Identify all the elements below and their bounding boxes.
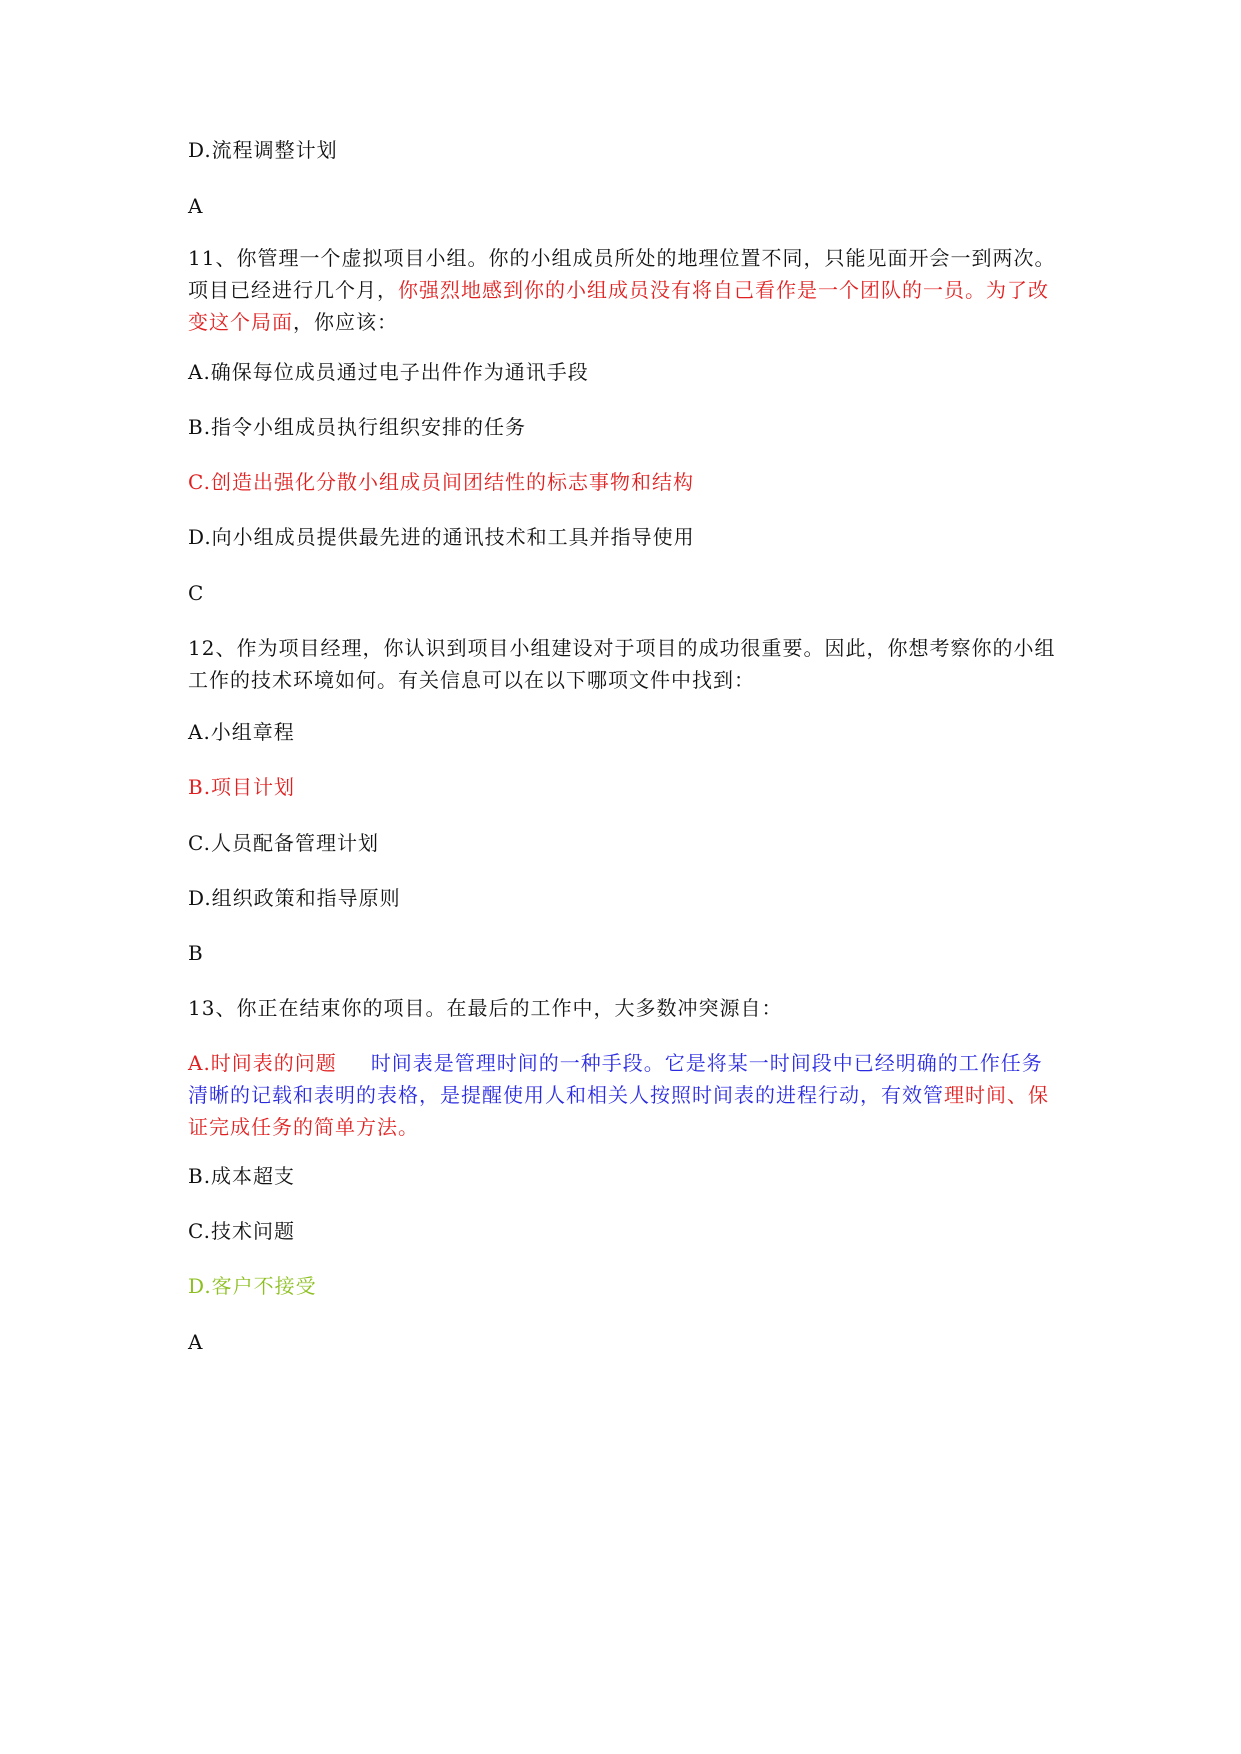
q11-option-b: B.指令小组成员执行组织安排的任务 <box>188 415 527 439</box>
q13-option-a-explanation-end: 理时间、保证完成任务的简单方法。 <box>188 1083 1049 1139</box>
q10-answer: A <box>188 194 204 218</box>
q13-option-a-label: A.时间表的问题 <box>188 1051 337 1075</box>
q12-stem: 12、作为项目经理，你认识到项目小组建设对于项目的成功很重要。因此，你想考察你的小组工作的技术环境如何。有关信息可以在以下哪项文件中找到： <box>188 636 1056 692</box>
q11-option-a: A.确保每位成员通过电子出件作为通讯手段 <box>188 360 589 384</box>
q12-option-c: C.人员配备管理计划 <box>188 831 379 855</box>
q12-option-d: D.组织政策和指导原则 <box>188 886 401 910</box>
q11-stem <box>188 242 1058 338</box>
q11-answer: C <box>188 581 205 605</box>
q13-option-c: C.技术问题 <box>188 1219 295 1243</box>
q13-option-b: B.成本超支 <box>188 1164 296 1188</box>
q11-option-d: D.向小组成员提供最先进的通讯技术和工具并指导使用 <box>188 525 695 549</box>
q11-stem-ending: ，你应该： <box>293 310 398 334</box>
q10-option-d: D.流程调整计划 <box>188 138 338 162</box>
q13-option-a-explanation: 时间表是管理时间的一种手段。它是将某一时间段中已经明确的工作任务清晰的记载和表明的表格，是提醒使用人和相关人按照时间表的进程行动，有效管 <box>188 1051 1043 1107</box>
q13-option-a-correct <box>188 1047 1058 1143</box>
q13-answer: A <box>188 1330 204 1354</box>
q12-option-b-correct: B.项目计划 <box>188 775 296 799</box>
q11-stem-text: 11、你管理一个虚拟项目小组。你的小组成员所处的地理位置不同，只能见面开会一到两次。项目已经进行几个月， <box>188 246 1056 302</box>
q11-stem-highlight: 你强烈地感到你的小组成员没有将自己看作是一个团队的一员。为了改变这个局面 <box>188 278 1049 334</box>
q11-option-c-correct: C.创造出强化分散小组成员间团结性的标志事物和结构 <box>188 470 694 494</box>
q13-option-d: D.客户不接受 <box>188 1274 317 1298</box>
q12-answer: B <box>188 941 204 965</box>
q13-stem: 13、你正在结束你的项目。在最后的工作中，大多数冲突源自： <box>188 996 783 1020</box>
q12-option-a: A.小组章程 <box>188 720 295 744</box>
